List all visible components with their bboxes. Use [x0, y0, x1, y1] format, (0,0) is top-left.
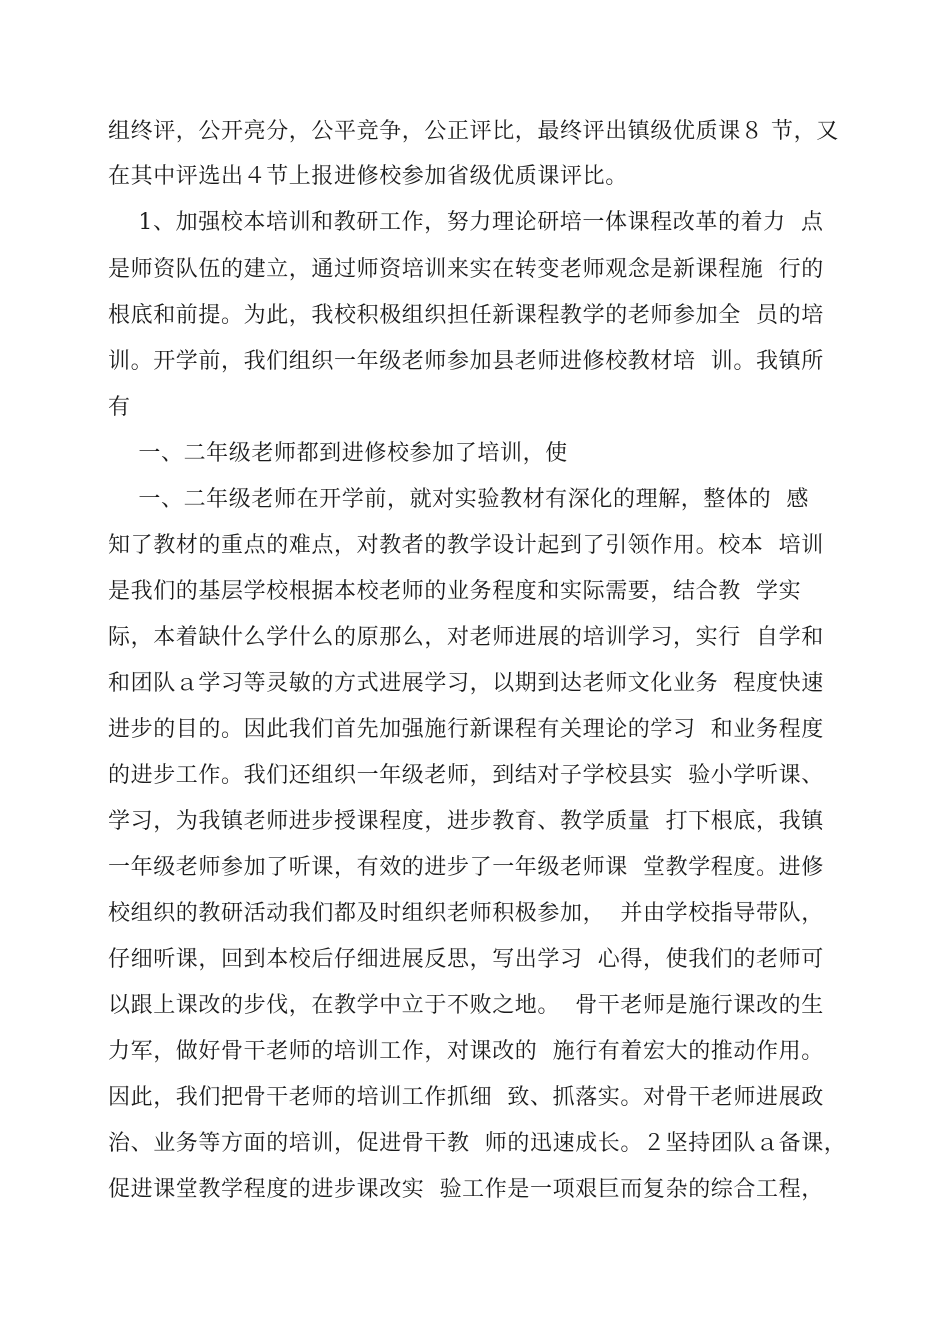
text-line: 训。开学前，我们组织一年级老师参加县老师进修校教材培 训。我镇所 — [108, 349, 824, 374]
text-line: 和团队ａ学习等灵敏的方式进展学习，以期到达老师文化业务 程度快速 — [108, 671, 824, 696]
text-line: 组终评，公开亮分，公平竞争，公正评比，最终评出镇级优质课８ 节，又 — [108, 119, 839, 144]
text-line: 力军，做好骨干老师的培训工作，对课改的 施行有着宏大的推动作用。 — [108, 1039, 824, 1064]
text-line: 进步的目的。因此我们首先加强施行新课程有关理论的学习 和业务程度 — [108, 717, 824, 742]
text-line: 治、业务等方面的培训，促进骨干教 师的迅速成长。２坚持团队ａ备课， — [108, 1131, 847, 1156]
text-line: 1、加强校本培训和教研工作，努力理论研培一体课程改革的着力 点 — [108, 210, 824, 235]
text-line: 的进步工作。我们还组织一年级老师，到结对子学校县实 验小学听课、 — [108, 763, 824, 788]
text-line: 知了教材的重点的难点，对教者的教学设计起到了引领作用。校本 培训 — [108, 533, 824, 558]
text-line: 在其中评选出４节上报进修校参加省级优质课评比。 — [108, 164, 628, 189]
text-line: 仔细听课，回到本校后仔细进展反思，写出学习 心得，使我们的老师可 — [108, 947, 824, 972]
text-line: 以跟上课改的步伐，在教学中立于不败之地。 骨干老师是施行课改的生 — [108, 993, 824, 1018]
text-line: 是我们的基层学校根据本校老师的业务程度和实际需要，结合教 学实 — [108, 579, 802, 604]
text-line: 是师资队伍的建立，通过师资培训来实在转变老师观念是新课程施 行的 — [108, 257, 824, 282]
text-line: 促进课堂教学程度的进步课改实 验工作是一项艰巨而复杂的综合工程， — [108, 1177, 824, 1202]
text-line: 有 — [108, 395, 131, 420]
text-line: 学习，为我镇老师进步授课程度，进步教育、教学质量 打下根底，我镇 — [108, 809, 824, 834]
text-line: 一、二年级老师在开学前，就对实验教材有深化的理解，整体的 感 — [108, 487, 809, 512]
text-line: 校组织的教研活动我们都及时组织老师积极参加， 并由学校指导带队， — [108, 901, 824, 926]
text-line: 一年级老师参加了听课，有效的进步了一年级老师课 堂教学程度。进修 — [108, 855, 824, 880]
text-line: 一、二年级老师都到进修校参加了培训，使 — [108, 441, 568, 466]
text-line: 际，本着缺什么学什么的原那么，对老师进展的培训学习，实行 自学和 — [108, 625, 824, 650]
text-line: 根底和前提。为此，我校积极组织担任新课程教学的老师参加全 员的培 — [108, 303, 824, 328]
text-line: 因此，我们把骨干老师的培训工作抓细 致、抓落实。对骨干老师进展政 — [108, 1085, 824, 1110]
